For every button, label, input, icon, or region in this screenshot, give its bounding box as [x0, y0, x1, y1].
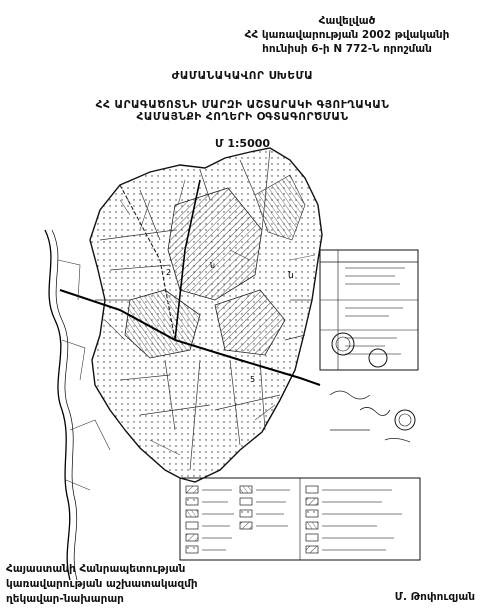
signatory-name: Մ. Թոփուզյան	[394, 591, 475, 603]
map-subtitle-2: ՀԱՄԱՅՆՔԻ ՀՈՂԵՐԻ ՕԳՏԱԳՈՐԾՄԱՆ	[136, 111, 349, 123]
map-title: ԺԱՄԱՆԱԿԱՎՈՐ ՍԽԵՄԱ	[171, 70, 314, 82]
map-label: ն	[288, 271, 294, 281]
map-scale: Մ 1:5000	[214, 137, 271, 150]
approval-line-1: Հավելված	[318, 15, 376, 27]
map-label: 2	[166, 268, 172, 277]
approval-line-3: հունիսի 6-ի N 772-Ն որոշման	[262, 43, 432, 55]
signature-line-2: կառավարության աշխատակազմի	[6, 578, 198, 590]
map-legend	[180, 478, 420, 560]
signature-block	[6, 562, 198, 607]
explication-table	[320, 250, 418, 370]
official-stamps	[332, 333, 415, 430]
approval-line-2: ՀՀ կառավարության 2002 թվականի	[244, 29, 450, 41]
river-bank	[52, 230, 77, 580]
signature-line-3: ղեկավար-նախարար	[6, 593, 124, 605]
stamp-signatures	[330, 391, 410, 442]
map-label: ն	[210, 261, 216, 270]
river	[45, 230, 70, 580]
map-label: 5	[250, 375, 256, 384]
map-subtitle-1: ՀՀ ԱՐԱԳԱԾՈՏՆԻ ՄԱՐԶԻ ԱՇՏԱՐԱԿԻ ԳՅՈՒՂԱԿԱՆ	[95, 99, 390, 111]
signature-line-1: Հայաստանի Հանրապետության	[6, 563, 186, 575]
